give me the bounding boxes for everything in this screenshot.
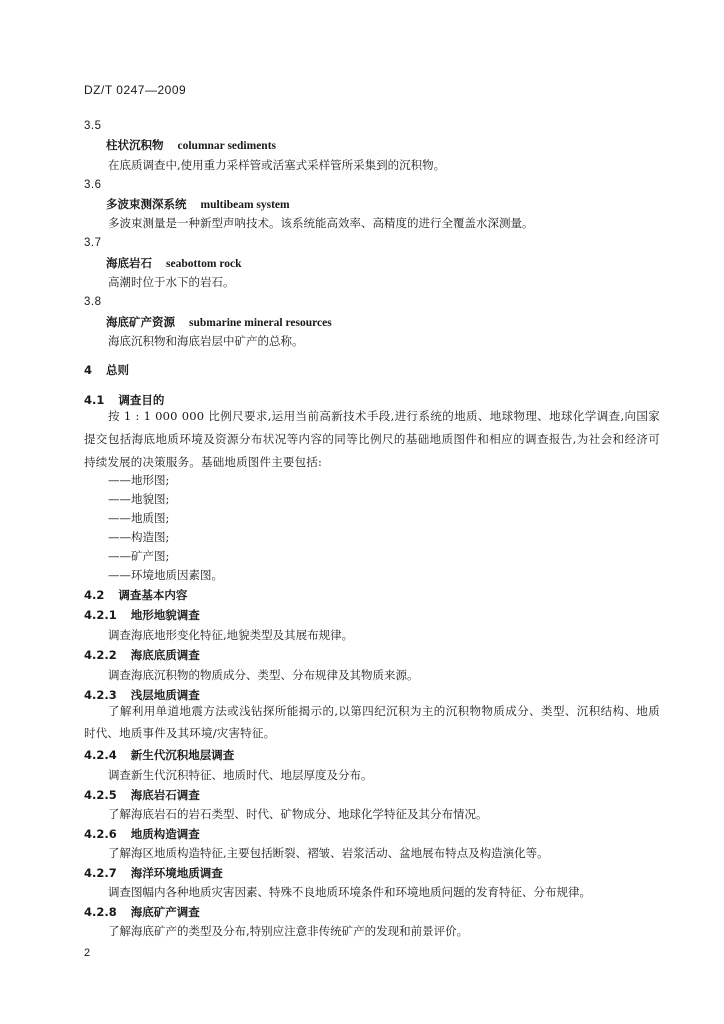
subsection-heading [84, 607, 200, 623]
subsection-title: 海底岩石调查 [130, 788, 200, 802]
term-cn: 柱状沉积物 [106, 138, 164, 152]
subsection-number: 4.2.8 [84, 905, 117, 919]
subsection-text: 了解利用单道地震方法或浅钻探所能揭示的,以第四纪沉积为主的沉积物物质成分、类型、沉积结构、地质时代、地质事件及其环境/灾害特征。 [84, 704, 660, 740]
subsection-text: 了解海区地质构造特征,主要包括断裂、褶皱、岩浆活动、盆地展布特点及构造演化等。 [108, 846, 549, 860]
subsection-number: 4.2.7 [84, 866, 117, 880]
term-cn: 海底矿产资源 [106, 315, 175, 329]
subsection-title: 地形地貌调查 [130, 608, 200, 622]
chapter-number: 4 [84, 363, 93, 377]
term-number: 3.5 [84, 120, 102, 132]
subsection-title: 海洋环境地质调查 [130, 866, 223, 880]
section-heading [84, 587, 187, 603]
subsection-heading [84, 865, 223, 881]
subsection-text: 了解海底矿产的类型及分布,特别应注意非传统矿产的发现和前景评价。 [108, 924, 469, 938]
term-en: multibeam system [200, 199, 290, 211]
term-number: 3.6 [84, 179, 102, 191]
subsection-title: 新生代沉积地层调查 [130, 748, 235, 762]
term-number: 3.7 [84, 237, 102, 249]
subsection-heading [84, 904, 200, 920]
subsection-heading [84, 787, 200, 803]
chapter-heading [84, 362, 129, 378]
subsection-number: 4.2.3 [84, 688, 117, 702]
section-title: 调查基本内容 [118, 588, 188, 602]
term-title [106, 314, 332, 331]
standard-code: DZ/T 0247—2009 [84, 83, 187, 97]
term-title [106, 196, 290, 213]
list-item: ——地质图; [108, 511, 170, 525]
subsection-text: 调查海底沉积物的物质成分、类型、分布规律及其物质来源。 [108, 668, 419, 682]
term-number: 3.8 [84, 296, 102, 308]
section-number: 4.2 [84, 588, 105, 602]
subsection-title: 浅层地质调查 [130, 688, 200, 702]
subsection-text: 调查图幅内各种地质灾害因素、特殊不良地质环境条件和环境地质问题的发育特征、分布规律。 [108, 885, 591, 899]
term-en: columnar sediments [177, 140, 276, 152]
page-number: 2 [84, 947, 91, 959]
subsection-number: 4.2.1 [84, 608, 117, 622]
subsection-title: 地质构造调查 [130, 827, 200, 841]
term-definition: 高潮时位于水下的岩石。 [108, 275, 235, 289]
subsection-number: 4.2.5 [84, 788, 117, 802]
chapter-title: 总则 [106, 363, 130, 377]
list-item: ——地形图; [108, 473, 170, 487]
term-en: submarine mineral resources [189, 317, 332, 329]
term-en: seabottom rock [166, 258, 242, 270]
subsection-text: 调查新生代沉积特征、地质时代、地层厚度及分布。 [108, 768, 373, 782]
list-item: ——构造图; [108, 530, 170, 544]
subsection-number: 4.2.6 [84, 827, 117, 841]
list-item: ——环境地质因素图。 [108, 568, 223, 582]
subsection-heading [84, 647, 200, 663]
term-definition: 海底沉积物和海底岩层中矿产的总称。 [108, 334, 304, 348]
subsection-heading [84, 747, 234, 763]
subsection-title: 海底矿产调查 [130, 905, 200, 919]
section-title: 调查目的 [118, 393, 165, 407]
subsection-number: 4.2.4 [84, 748, 117, 762]
list-item: ——矿产图; [108, 549, 170, 563]
subsection-number: 4.2.2 [84, 648, 117, 662]
subsection-title: 海底底质调查 [130, 648, 200, 662]
subsection-heading [84, 826, 200, 842]
term-definition: 在底质调查中,使用重力采样管或活塞式采样管所采集到的沉积物。 [108, 158, 446, 172]
list-item: ——地貌图; [108, 492, 170, 506]
section-paragraph: 按 1 : 1 000 000 比例尺要求,运用当前高新技术手段,进行系统的地质、地球物理、地球化学调查,向国家提交包括海底地质环境及资源分布状况等内容的同等比例尺的基础地质图件和相应的调查报告,为社会和经济可持续发展的决策服务。基础地质图件主要包括: [84, 409, 660, 469]
subsection-text: 调查海底地形变化特征,地貌类型及其展布规律。 [108, 628, 354, 642]
term-title [106, 255, 242, 272]
section-number: 4.1 [84, 393, 105, 407]
term-title [106, 137, 276, 154]
term-cn: 海底岩石 [106, 256, 152, 270]
subsection-text: 了解海底岩石的岩石类型、时代、矿物成分、地球化学特征及其分布情况。 [108, 807, 488, 821]
term-definition: 多波束测量是一种新型声呐技术。该系统能高效率、高精度的进行全覆盖水深测量。 [108, 216, 534, 230]
term-cn: 多波束测深系统 [106, 197, 187, 211]
